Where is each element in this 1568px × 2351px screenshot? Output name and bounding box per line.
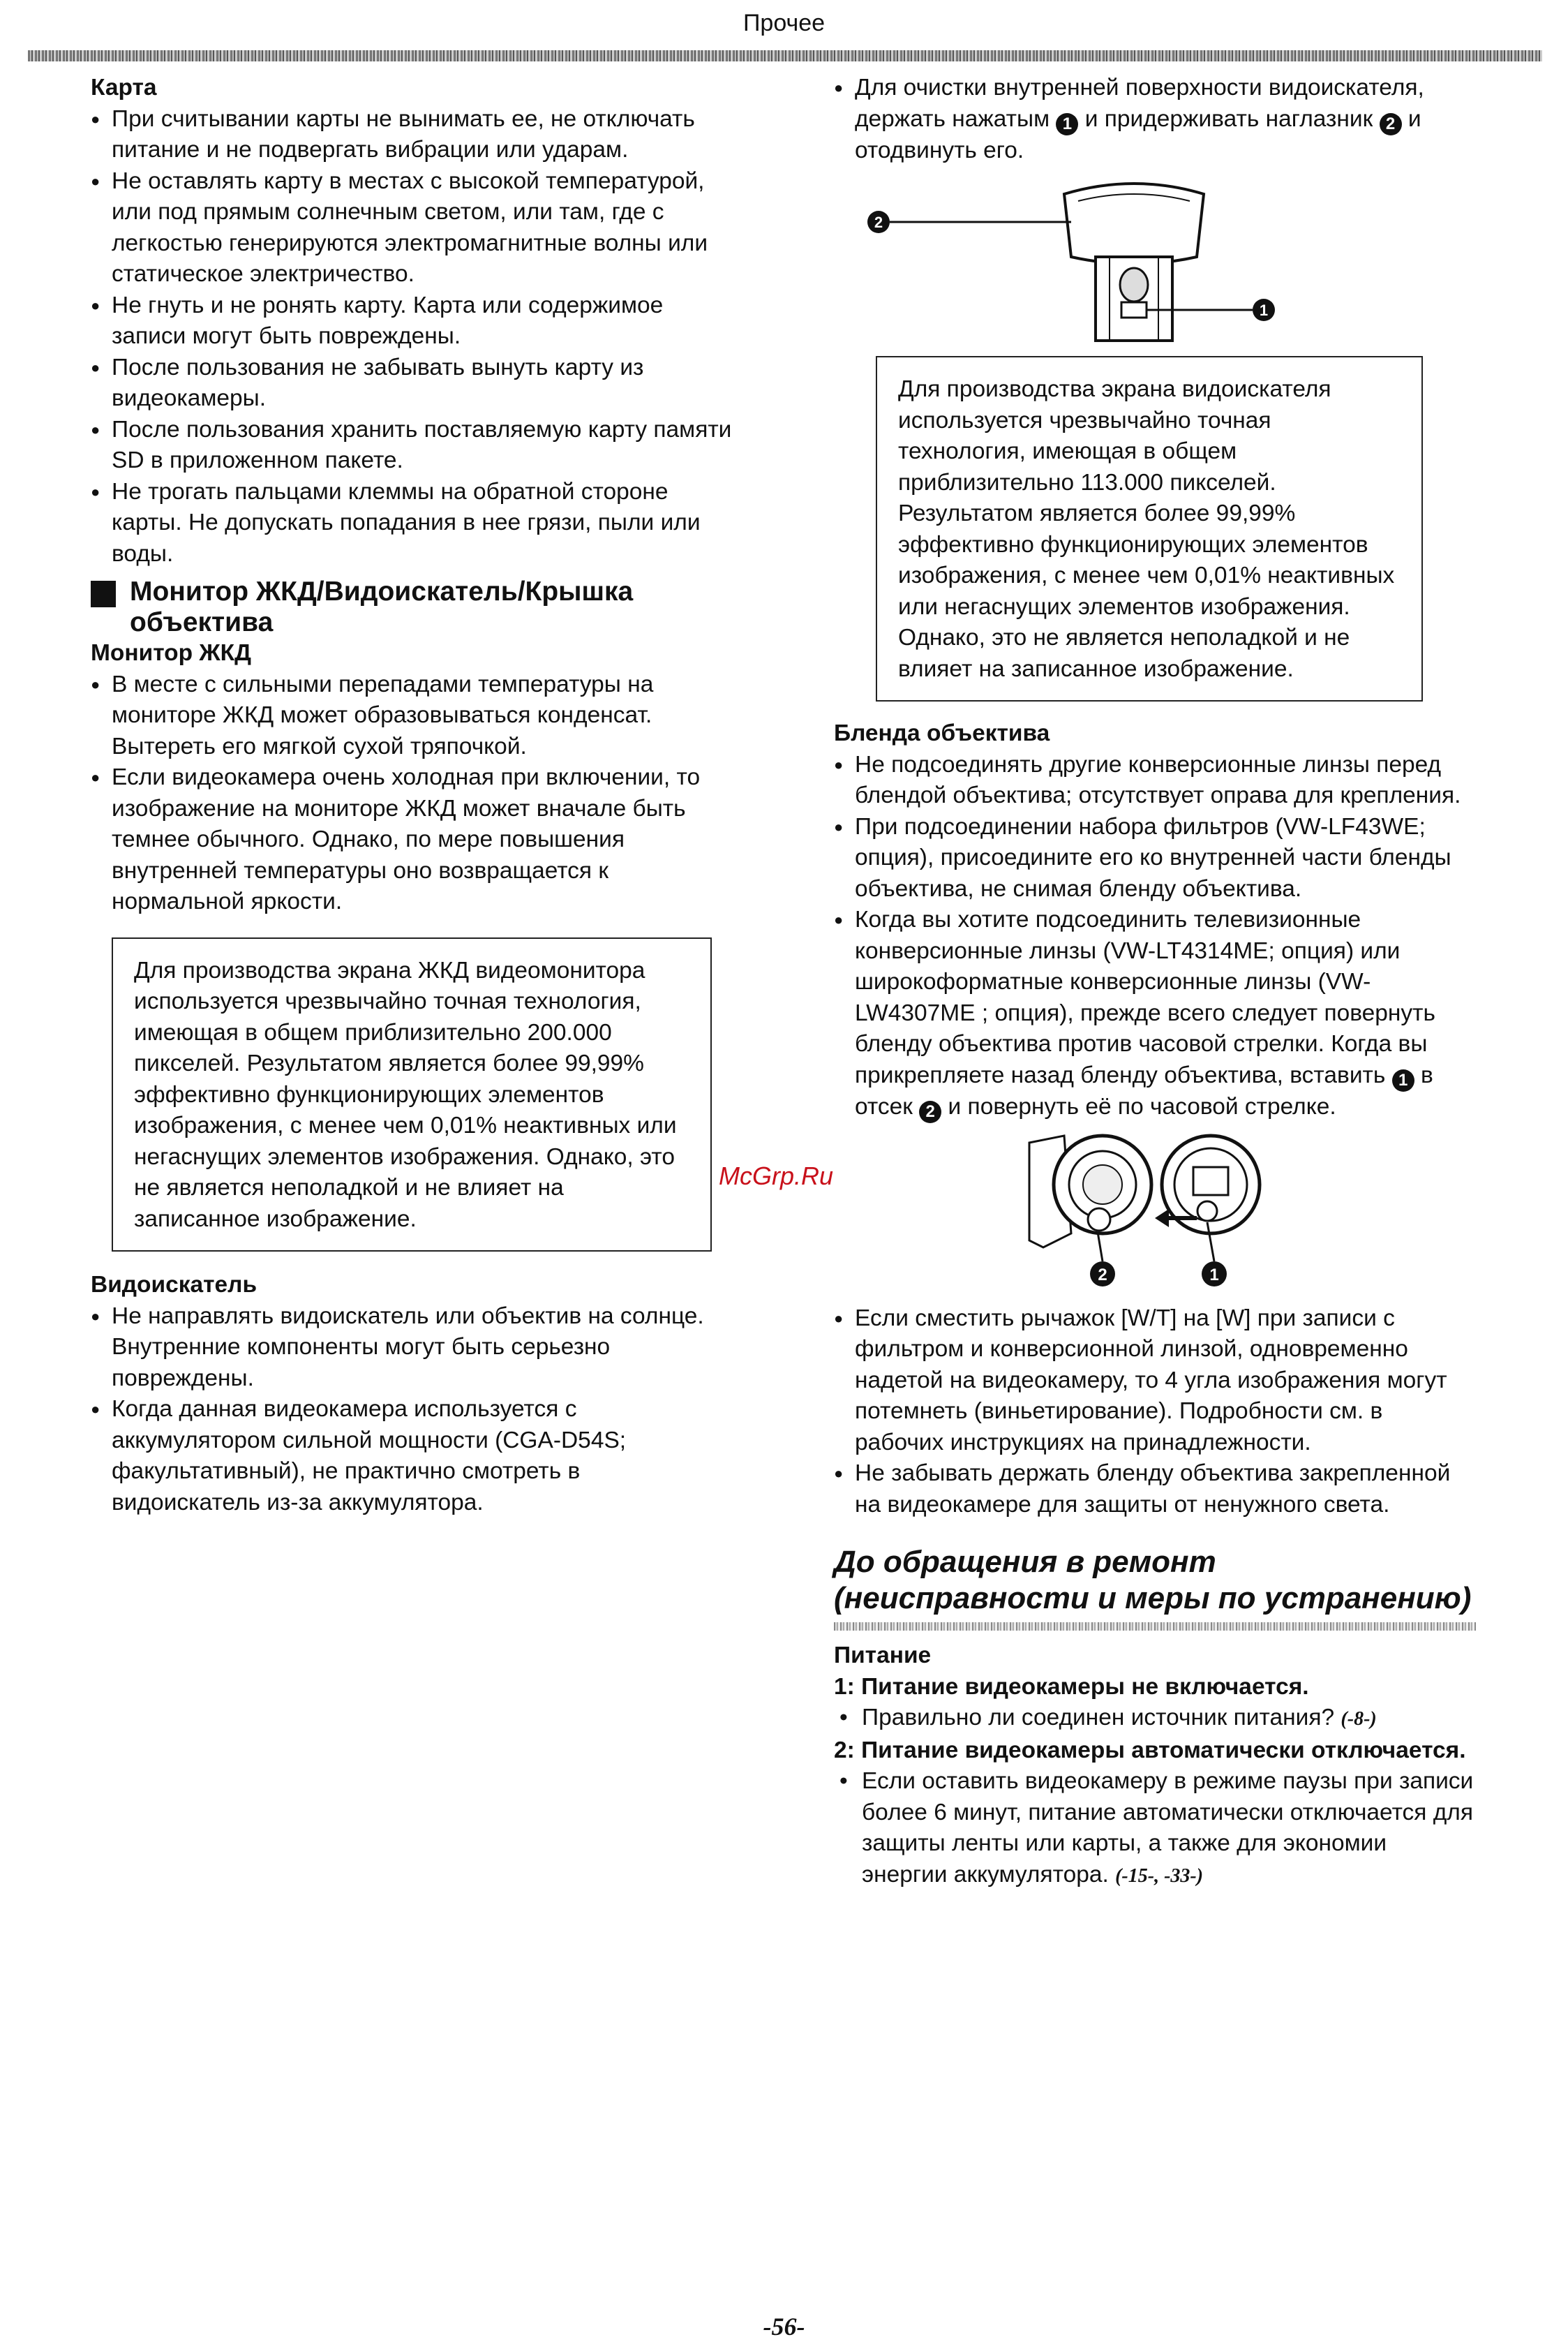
viewfinder-illustration — [834, 173, 1476, 348]
page-number: -56- — [763, 2313, 805, 2341]
page-reference: (-15-, -33-) — [1115, 1864, 1204, 1887]
list-item: ● При подсоединении набора фильтров (VW-LF43WE; опция), присоедините его ко внутренней части бленды объектива, не снимая бленду объектива. — [834, 812, 1476, 905]
repair-title: До обращения в ремонт (неисправности и меры по устранению) — [834, 1545, 1472, 1615]
page-reference: (-8-) — [1341, 1708, 1377, 1730]
list-item: ● Не трогать пальцами клеммы на обратной стороне карты. Не допускать попадания в нее грязи, пыли или воды. — [91, 477, 733, 570]
svg-text:2: 2 — [874, 214, 883, 231]
answer-1 — [834, 1703, 1476, 1735]
section-title-text: Монитор ЖКД/Видоискатель/Крышка объектива — [130, 577, 634, 637]
answer-2 — [834, 1766, 1476, 1892]
list-item: ● Не гнуть и не ронять карту. Карта или содержимое записи могут быть повреждены. — [91, 290, 733, 353]
viewfinder-diagram — [834, 173, 1476, 348]
svg-text:2: 2 — [1098, 1265, 1107, 1284]
answer-1-text: Правильно ли соединен источник питания? — [862, 1705, 1335, 1730]
karta-list — [91, 104, 733, 570]
clean-text-3: и отодвинуть его. — [855, 105, 1421, 163]
list-item — [834, 73, 1476, 166]
power-heading: Питание — [834, 1642, 932, 1668]
question-1: 1: Питание видеокамеры не включается. — [834, 1673, 1309, 1700]
hood-text-2: в отсек — [855, 1062, 1433, 1120]
left-column — [91, 73, 733, 1518]
right-column — [834, 73, 1476, 1892]
svg-text:1: 1 — [1259, 302, 1269, 319]
list-item: ● После пользования хранить поставляемую карту памяти SD в приложенном пакете. — [91, 415, 733, 477]
list-item: ● Если видеокамера очень холодная при включении, то изображение на мониторе ЖКД может вначале быть темнее обычного. Однако, по мере повышения внутренней температуры оно возвращается к нормальной яркости. — [91, 762, 733, 918]
karta-heading: Карта — [91, 75, 157, 101]
list-item: ● Не забывать держать бленду объектива закрепленной на видеокамере для защиты от ненужного света. — [834, 1458, 1476, 1520]
list-item: ● Не оставлять карту в местах с высокой температурой, или под прямым солнечным светом, или там, где с легкостью генерируются электромагнитные волны или статическое электричество. — [91, 166, 733, 290]
section-marker-icon — [91, 581, 116, 607]
header-rule — [28, 50, 1542, 61]
section-title — [91, 577, 733, 638]
list-item: ● Не подсоединять другие конверсионные линзы перед блендой объектива; отсутствует оправа для крепления. — [834, 750, 1476, 812]
list-item: ● Если сместить рычажок [W/T] на [W] при записи с фильтром и конверсионной линзой, одновременно надетой на видеокамеру, то 4 угла изображения могут потемнеть (виньетирование). Подробности см. в рабочих инструкциях на принадлежности. — [834, 1303, 1476, 1459]
list-item: ● После пользования не забывать вынуть карту из видеокамеры. — [91, 353, 733, 415]
viewfinder-heading: Видоискатель — [91, 1272, 257, 1298]
page-header: Прочее — [742, 10, 826, 36]
hood-heading: Бленда объектива — [834, 720, 1050, 746]
lcd-note-box: Для производства экрана ЖКД видеомонитора используется чрезвычайно точная технология, имеющая в общем приблизительно 200.000 пикселей. Результатом является более 99,99% эффективно функционирующих элементов изображения, с менее чем 0,01% неактивных или негаснущих элементов изображения. Однако, это не является неполадкой и не влияет на записанное изображение. — [112, 937, 712, 1252]
list-item — [834, 905, 1476, 1123]
svg-text:1: 1 — [1209, 1265, 1219, 1284]
watermark: McGrp.Ru — [719, 1162, 834, 1190]
question-2: 2: Питание видеокамеры автоматически отключается. — [834, 1737, 1466, 1763]
list-item: ● Не направлять видоискатель или объектив на солнце. Внутренние компоненты могут быть серьезно повреждены. — [91, 1301, 733, 1395]
lens-hood-diagram — [834, 1129, 1476, 1303]
title-rule — [834, 1622, 1476, 1631]
viewfinder-note-box: Для производства экрана видоискателя используется чрезвычайно точная технология, имеющая в общем приблизительно 113.000 пикселей. Результатом является более 99,99% эффективно функционирующих элементов изображения, с менее чем 0,01% неактивных или негаснущих элементов изображения. Однако, это не является неполадкой и не влияет на записанное изображение. — [876, 356, 1423, 702]
list-item: ● Когда данная видеокамера используется с аккумулятором сильной мощности (CGA-D54S; факультативный), не практично смотреть в видоискатель из-за аккумулятора. — [91, 1394, 733, 1518]
lcd-heading: Монитор ЖКД — [91, 640, 251, 666]
answer-2-text: Если оставить видеокамеру в режиме паузы при записи более 6 минут, питание автоматически отключается для защиты ленты или карты, а также для экономии энергии аккумулятора. — [862, 1768, 1474, 1888]
lens-hood-illustration — [834, 1129, 1476, 1303]
list-item: ● При считывании карты не вынимать ее, не отключать питание и не подвергать вибрации или ударам. — [91, 104, 733, 166]
hood-text-1: Когда вы хотите подсоединить телевизионные конверсионные линзы (VW-LT4314ME; опция) или широкоформатные конверсионные линзы (VW-LW4307ME ; опция), прежде всего следует повернуть бленду объектива против часовой стрелки. Когда вы прикрепляете назад бленду объектива, вставить — [855, 907, 1435, 1088]
clean-text-1: Для очистки внутренней поверхности видоискателя, держать нажатым — [855, 75, 1424, 132]
marker-1-icon: 1 — [1056, 113, 1078, 135]
marker-1-icon: 1 — [1392, 1069, 1414, 1092]
clean-text-2: и придерживать наглазник — [1084, 105, 1373, 132]
list-item: ● В месте с сильными перепадами температуры на мониторе ЖКД может образовываться конденсат. Вытереть его мягкой сухой тряпочкой. — [91, 669, 733, 763]
marker-2-icon: 2 — [919, 1101, 941, 1123]
marker-2-icon: 2 — [1380, 113, 1402, 135]
hood-text-3: и повернуть её по часовой стрелке. — [948, 1093, 1336, 1120]
